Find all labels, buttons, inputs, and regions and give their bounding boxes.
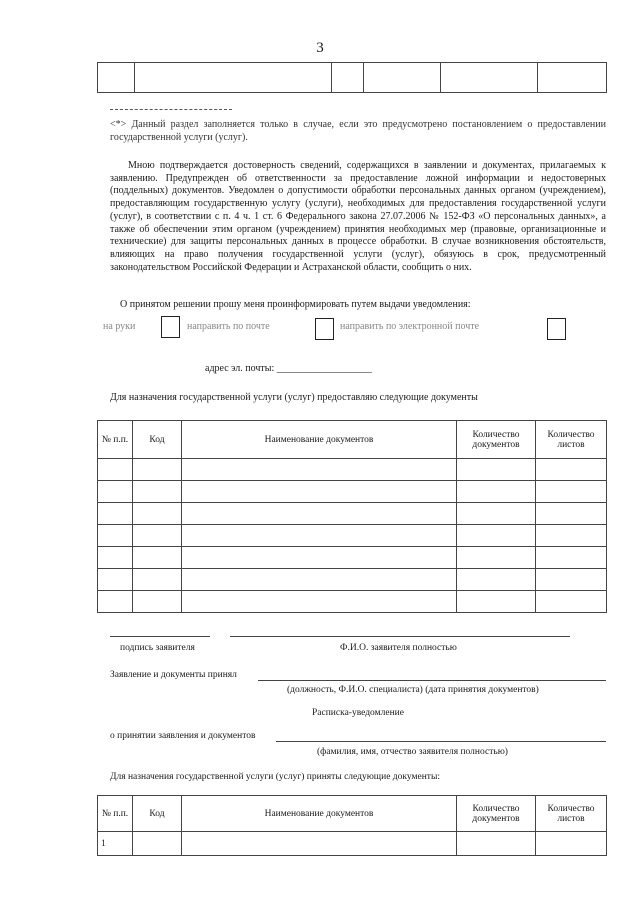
option-hand-label: на руки — [103, 321, 136, 332]
table-row — [98, 832, 607, 856]
receipt-caption: (фамилия, имя, отчество заявителя полностью) — [317, 747, 508, 757]
table-header-row — [98, 421, 607, 459]
table-row — [98, 547, 607, 569]
accepted-documents-table — [97, 795, 607, 856]
table-row — [98, 459, 607, 481]
footnote-separator — [110, 109, 232, 110]
notify-text: О принятом решении прошу меня проинформировать путем выдачи уведомления: — [120, 299, 471, 310]
option-email-checkbox[interactable] — [547, 318, 566, 340]
receipt-line[interactable] — [276, 741, 606, 742]
header-count-docs: Количество документов — [457, 421, 536, 459]
header-name: Наименование документов — [182, 421, 457, 459]
documents-table — [97, 420, 607, 613]
accepted-label: Заявление и документы принял — [110, 670, 237, 680]
accepted-intro: Для назначения государственной услуги (услуг) приняты следующие документы: — [110, 772, 440, 782]
footnote: <*> Данный раздел заполняется только в случае, если это предусмотрено постановлением о предоставлении государственной услуги (услуг). — [110, 119, 606, 143]
row-number: 1 — [98, 832, 133, 856]
table-row — [98, 525, 607, 547]
option-mail-label: направить по почте — [187, 321, 270, 332]
table2-header-row — [98, 796, 607, 832]
documents-intro: Для назначения государственной услуги (услуг) предоставляю следующие документы — [110, 392, 478, 403]
table-row — [98, 481, 607, 503]
option-email-label: направить по электронной почте — [340, 321, 480, 332]
consent-paragraph — [110, 160, 606, 274]
option-hand-checkbox[interactable] — [161, 316, 180, 338]
header-count-sheets: Количество листов — [536, 421, 607, 459]
accepted-caption: (должность, Ф.И.О. специалиста) (дата принятия документов) — [287, 685, 539, 695]
header2-count-sheets: Количество листов — [536, 796, 607, 832]
table-row — [98, 569, 607, 591]
consent-text: Мною подтверждается достоверность сведений, содержащихся в заявлении и документах, прилагаемых к заявлению. Предупрежден об ответственности за предоставление ложной информации и недостоверных (поддельных) документов. Уведомлен о допустимости обработки персональных данных органом (учреждением), предоставляющим государственную услугу (услуги), необходимых для предоставления государственной услуги (услуг), в соответствии с п. 4 ч. 1 ст. 6 Федерального закона 27.07.2006 № 152-ФЗ «О персональных данных», а также об обеспечении этим органом (учреждением) принятия необходимых мер (правовые, организационные и технические) для защиты персональных данных в процессе обработки. В случае возникновения обстоятельств, влияющих на право получения государственной услуги (услуг), обязуюсь в срок, предусмотренный законодательством Российской Федерации и Астраханской области, сообщить о них. — [110, 160, 606, 273]
header2-code: Код — [133, 796, 182, 832]
top-table-fragment — [97, 62, 607, 93]
table-row — [98, 503, 607, 525]
accepted-line[interactable] — [258, 680, 606, 681]
email-field[interactable]: адрес эл. почты: ___________________ — [205, 363, 372, 374]
header2-name: Наименование документов — [182, 796, 457, 832]
fio-line[interactable] — [230, 636, 570, 637]
page-number: 3 — [316, 40, 324, 56]
signature-label: подпись заявителя — [120, 643, 195, 653]
table-row — [98, 591, 607, 613]
header2-count-docs: Количество документов — [457, 796, 536, 832]
header2-num: № п.п. — [98, 796, 133, 832]
receipt-line-label: о принятии заявления и документов — [110, 731, 256, 741]
receipt-title: Расписка-уведомление — [312, 708, 404, 718]
option-mail-checkbox[interactable] — [315, 318, 334, 340]
fio-label: Ф.И.О. заявителя полностью — [340, 643, 457, 653]
signature-line[interactable] — [110, 636, 210, 637]
header-code: Код — [133, 421, 182, 459]
header-num: № п.п. — [98, 421, 133, 459]
